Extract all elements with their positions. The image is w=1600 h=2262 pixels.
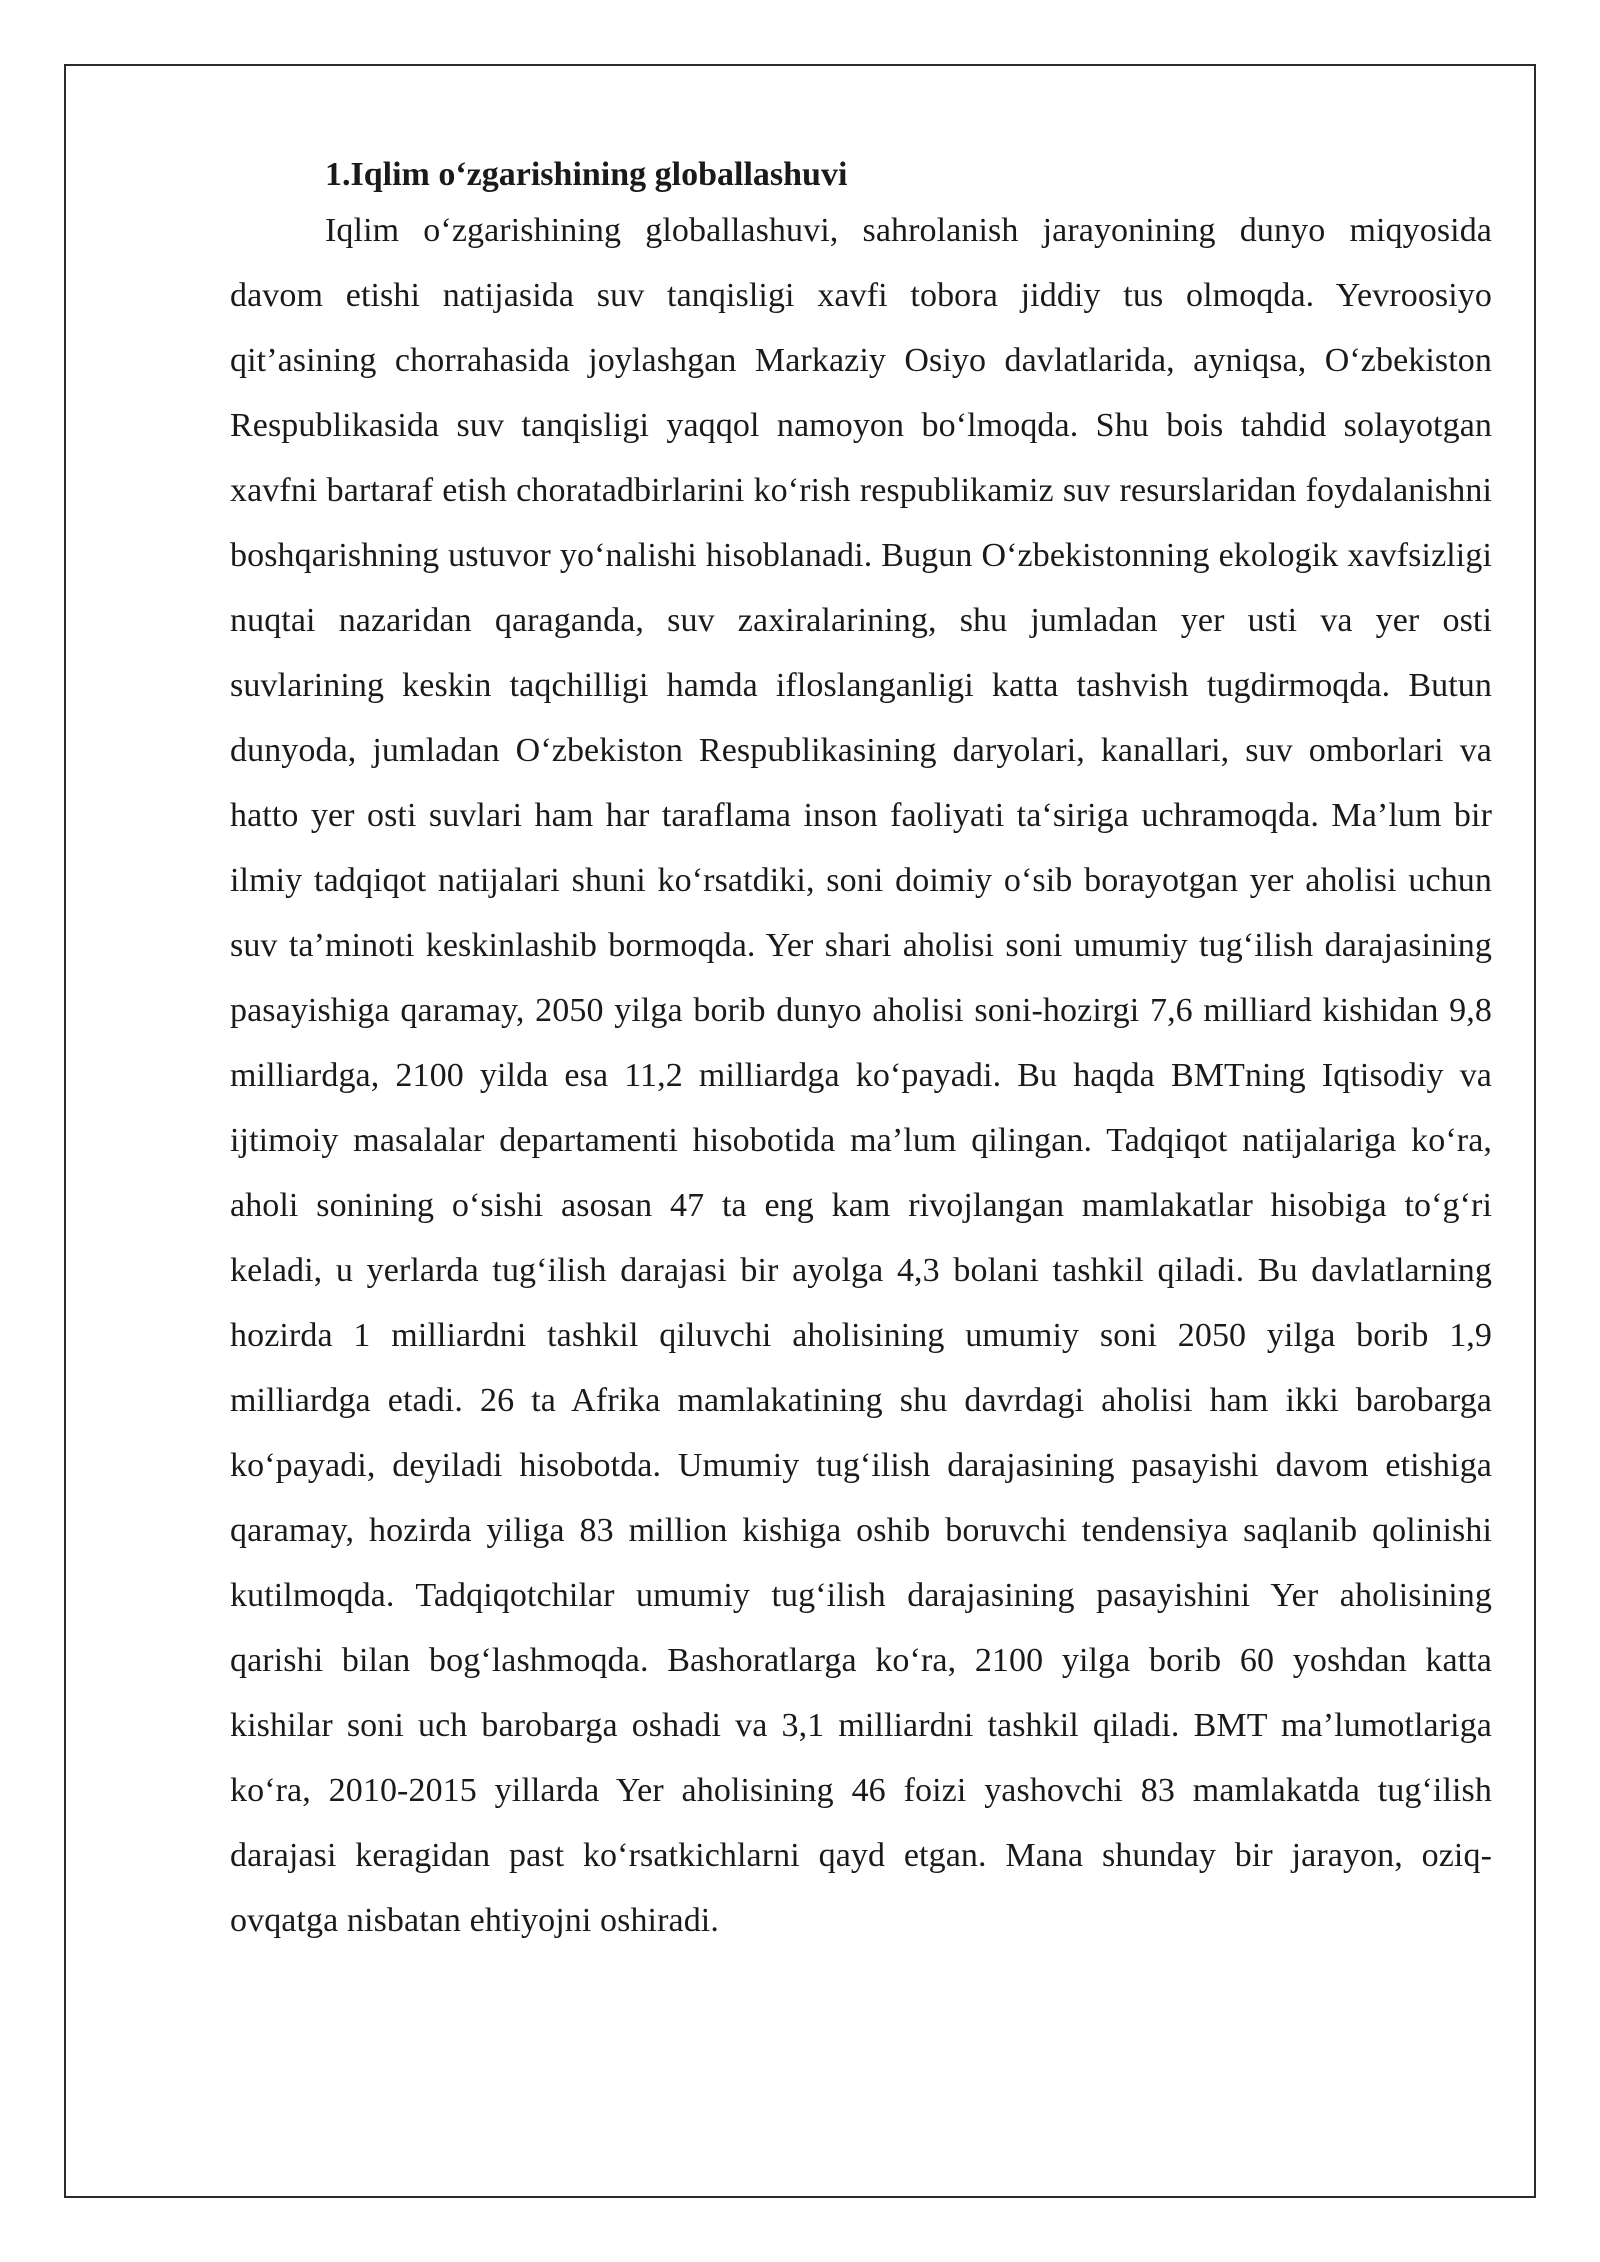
document-content — [230, 152, 1492, 1953]
section-heading: 1.Iqlim o‘zgarishining globallashuvi — [325, 156, 848, 193]
body-paragraph: Iqlim o‘zgarishining globallashuvi, sahrolanish jarayonining dunyo miqyosida davom etishi natijasida suv tanqisligi xavfi tobora jiddiy tus olmoqda. Yevroosiyo qit’asining chorrahasida joylashgan Markaziy Osiyo davlatlarida, ayniqsa, O‘zbekiston Respublikasida suv tanqisligi yaqqol namoyon bo‘lmoqda. Shu bois tahdid solayotgan xavfni bartaraf etish choratadbirlarini ko‘rish respublikamiz suv resurslaridan foydalanishni boshqarishning ustuvor yo‘nalishi hisoblanadi. Bugun O‘zbekistonning ekologik xavfsizligi nuqtai nazaridan qaraganda, suv zaxiralarining, shu jumladan yer usti va yer osti suvlarining keskin taqchilligi hamda ifloslanganligi katta tashvish tugdirmoqda. Butun dunyoda, jumladan O‘zbekiston Respublikasining daryolari, kanallari, suv omborlari va hatto yer osti suvlari ham har taraflama inson faoliyati ta‘siriga uchramoqda. Ma’lum bir ilmiy tadqiqot natijalari shuni ko‘rsatdiki, soni doimiy o‘sib borayotgan yer aholisi uchun suv ta’minoti keskinlashib bormoqda. Yer shari aholisi soni umumiy tug‘ilish darajasining pasayishiga qaramay, 2050 yilga borib dunyo aholisi soni-hozirgi 7,6 milliard kishidan 9,8 milliardga, 2100 yilda esa 11,2 milliardga ko‘payadi. Bu haqda BMTning Iqtisodiy va ijtimoiy masalalar departamenti hisobotida ma’lum qilingan. Tadqiqot natijalariga ko‘ra, aholi sonining o‘sishi asosan 47 ta eng kam rivojlangan mamlakatlar hisobiga to‘g‘ri keladi, u yerlarda tug‘ilish darajasi bir ayolga 4,3 bolani tashkil qiladi. Bu davlatlarning hozirda 1 milliardni tashkil qiluvchi aholisining umumiy soni 2050 yilga borib 1,9 milliardga etadi. 26 ta Afrika mamlakatining shu davrdagi aholisi ham ikki barobarga ko‘payadi, deyiladi hisobotda. Umumiy tug‘ilish darajasining pasayishi davom etishiga qaramay, hozirda yiliga 83 million kishiga oshib boruvchi tendensiya saqlanib qolinishi kutilmoqda. Tadqiqotchilar umumiy tug‘ilish darajasining pasayishini Yer aholisining qarishi bilan bog‘lashmoqda. Bashoratlarga ko‘ra, 2100 yilga borib 60 yoshdan katta kishilar soni uch barobarga oshadi va 3,1 milliardni tashkil qiladi. BMT ma’lumotlariga ko‘ra, 2010-2015 yillarda Yer aholisining 46 foizi yashovchi 83 mamlakatda tug‘ilish darajasi keragidan past ko‘rsatkichlarni qayd etgan. Mana shunday bir jarayon, oziq-ovqatga nisbatan ehtiyojni oshiradi. — [230, 212, 1492, 1939]
